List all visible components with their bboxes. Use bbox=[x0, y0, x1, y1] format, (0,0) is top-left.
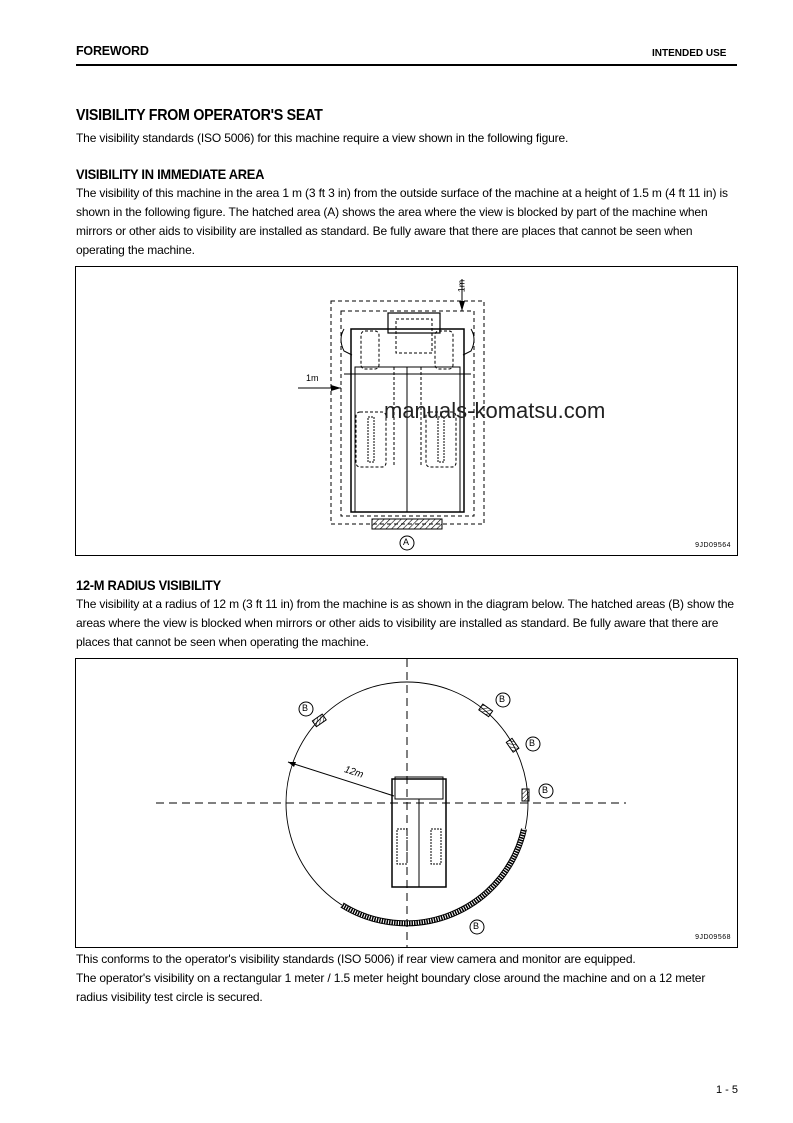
watermark: manuals-komatsu.com bbox=[384, 398, 606, 423]
radius-visibility-text: The visibility at a radius of 12 m (3 ft 11 in) from the machine is as shown in the diagram below. The hatched areas (B) show the areas where the view is blocked when mirrors or other aids to visibility are installed as standard. Be fully aware that there are places that cannot be seen when operating the machine. bbox=[76, 597, 734, 649]
label-area-b-5: B bbox=[473, 921, 480, 931]
label-1m-top: 1m bbox=[456, 279, 467, 293]
radius-label: 12m bbox=[342, 764, 365, 781]
page-title: VISIBILITY FROM OPERATOR'S SEAT bbox=[76, 107, 323, 124]
figure-code: 9JD09568 bbox=[695, 934, 731, 941]
page-number: 1 - 5 bbox=[716, 1084, 739, 1096]
label-area-b-1: B bbox=[302, 703, 309, 713]
label-area-a: A bbox=[403, 537, 410, 547]
label-1m-side: 1m bbox=[306, 373, 319, 383]
header-rule bbox=[76, 64, 737, 66]
radius-circle-diagram bbox=[76, 659, 737, 947]
label-area-b-3: B bbox=[529, 738, 536, 748]
label-area-b-4: B bbox=[542, 785, 549, 795]
header-section: FOREWORD bbox=[76, 44, 149, 58]
conclusion-text-1: This conforms to the operator's visibility standards (ISO 5006) if rear view camera and monitor are equipped. bbox=[76, 952, 636, 966]
conclusion-text-2: The operator's visibility on a rectangular 1 meter / 1.5 meter height boundary close around the machine and on a 12 meter radius visibility test circle is secured. bbox=[76, 971, 706, 1004]
radius-visibility-heading: 12-M RADIUS VISIBILITY bbox=[76, 577, 221, 593]
intro-text: The visibility standards (ISO 5006) for this machine require a view shown in the following figure. bbox=[76, 131, 569, 145]
immediate-area-heading: VISIBILITY IN IMMEDIATE AREA bbox=[76, 166, 265, 182]
immediate-area-text: The visibility of this machine in the area 1 m (3 ft 3 in) from the outside surface of the machine at a height of 1.5 m (4 ft 11 in) is shown in the following figure. The hatched area (A) shows the area where the view is blocked by part of the machine when mirrors or other aids to visibility are installed as standard. Be fully aware that there are places that cannot be seen when operating the machine. bbox=[76, 186, 728, 257]
figure-code: 9JD09564 bbox=[695, 542, 731, 549]
radius-visibility-figure bbox=[75, 658, 738, 948]
header-chapter: INTENDED USE bbox=[652, 48, 727, 59]
label-area-b-2: B bbox=[499, 694, 506, 704]
